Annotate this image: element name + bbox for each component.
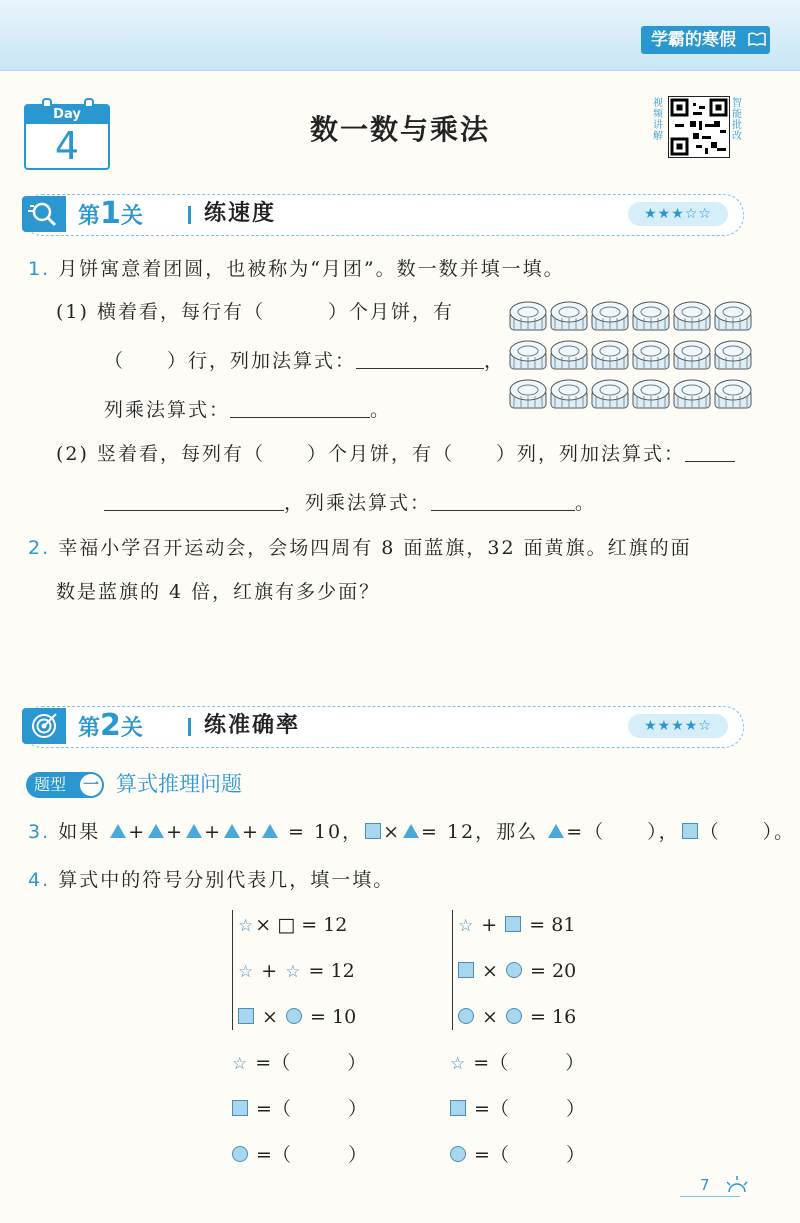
square-icon [365,823,381,839]
circle-icon [458,1008,474,1024]
level1-title: 练速度 [204,201,277,226]
mooncake-icon [674,380,710,408]
mooncake-grid [508,298,758,416]
level2-stars: ★★★★☆ [628,714,728,738]
triangle-icon [548,824,564,838]
page-title: 数一数与乘法 [309,113,490,146]
circle-icon [286,1008,302,1024]
right-eq1: ☆ + = 81 [456,902,575,949]
star-icon: ☆ [238,962,254,982]
square-icon [505,916,521,932]
question-type-title: 算式推理问题 [116,772,242,796]
mooncake-icon [592,380,628,408]
magnifier-icon [22,196,66,232]
day-label: Day [26,106,108,124]
footer-line [680,1196,740,1197]
brand-label: 学霸的寒假 [641,26,744,54]
right-answer-star[interactable]: ☆ =（ ） [448,1040,584,1087]
star-icon: ☆ [238,916,254,936]
triangle-icon [224,824,240,838]
mooncake-icon [633,302,669,330]
triangle-icon [262,824,278,838]
q4-text: 4. 算式中的符号分别代表几，填一填。 [28,869,395,891]
level1-header [22,194,742,236]
circle-icon [232,1146,248,1162]
star-icon: ☆ [285,962,301,982]
mooncake-icon [551,380,587,408]
mooncake-icon [510,302,546,330]
left-answer-circle[interactable]: =（ ） [230,1132,367,1178]
star-icon: ☆ [458,916,474,936]
mooncake-icon [674,302,710,330]
square-icon [458,962,474,978]
qr-code-icon[interactable] [668,96,730,158]
triangle-icon [403,824,419,838]
mooncake-icon [715,341,751,369]
square-icon [232,1100,248,1116]
circle-icon [450,1146,466,1162]
qr-left-text: 视频讲解 [653,98,663,142]
qr-right-text: 智能批改 [732,98,742,142]
q2-line1: 2. 幸福小学召开运动会，会场四周有 8 面蓝旗，32 面黄旗。红旗的面 [28,537,692,559]
triangle-icon [186,824,202,838]
level2-label: 第2关 [78,708,143,743]
mooncake-icon [715,302,751,330]
book-icon [744,26,770,54]
answer-blank[interactable] [685,441,735,462]
mooncake-icon [510,380,546,408]
square-icon [450,1100,466,1116]
q1-part2-line2: ，列乘法算式： 。 [104,489,596,517]
mooncake-icon [633,341,669,369]
star-icon: ☆ [232,1054,248,1074]
right-answer-circle[interactable]: =（ ） [448,1132,585,1178]
answer-blank[interactable] [431,490,575,511]
right-eq2: × = 20 [456,948,576,994]
left-eq3: × = 10 [236,994,356,1040]
q1-part1-line2: （ ）行，列加法算式： ， [104,350,506,372]
q1-text: 1. 月饼寓意着团圆，也被称为“月团”。数一数并填一填。 [28,258,565,280]
left-answer-star[interactable]: ☆ =（ ） [230,1040,366,1087]
mooncake-icon [592,341,628,369]
level1-stars: ★★★☆☆ [628,202,728,226]
mooncake-icon [715,380,751,408]
left-eq1: ☆ × □ = 12 [236,902,347,949]
level1-label: 第1关 [78,196,143,231]
day-number: 4 [54,124,80,168]
level2-title: 练准确率 [204,713,301,738]
level2-header [22,706,742,748]
mooncake-icon [674,341,710,369]
mooncake-icon [510,341,546,369]
sun-icon [724,1174,750,1196]
triangle-icon [110,824,126,838]
mooncake-icon [551,302,587,330]
mooncake-icon [551,341,587,369]
square-icon [238,1008,254,1024]
circle-icon [506,1008,522,1024]
q1-part1-line1: (1) 横着看，每行有（ ）个月饼，有 [56,301,454,323]
star-icon: ☆ [450,1054,466,1074]
triangle-icon [148,824,164,838]
answer-blank[interactable] [104,490,284,511]
square-icon [682,823,698,839]
left-answer-square[interactable]: =（ ） [230,1086,367,1132]
q3-text: 3. 如果 + + + + = 10， × = 12，那么 =（ ）， （ ）。 [28,821,796,843]
question-type-tag: 题型 一 [26,772,104,798]
target-icon [22,708,66,744]
mooncake-icon [592,302,628,330]
answer-blank[interactable] [356,348,484,369]
q2-line2: 数是蓝旗的 4 倍，红旗有多少面？ [56,581,381,603]
circle-icon [506,962,522,978]
q1-part1-line3: 列乘法算式： 。 [104,399,392,421]
day-badge [24,104,110,170]
mooncake-icon [633,380,669,408]
right-eq3: × = 16 [456,994,576,1040]
page-number: 7 [700,1176,710,1194]
left-eq2: ☆ + ☆ = 12 [236,948,355,995]
right-answer-square[interactable]: =（ ） [448,1086,585,1132]
q1-part2-line1: (2) 竖着看，每列有（ ）个月饼，有（ ）列，列加法算式： [56,440,735,468]
answer-blank[interactable] [230,397,370,418]
